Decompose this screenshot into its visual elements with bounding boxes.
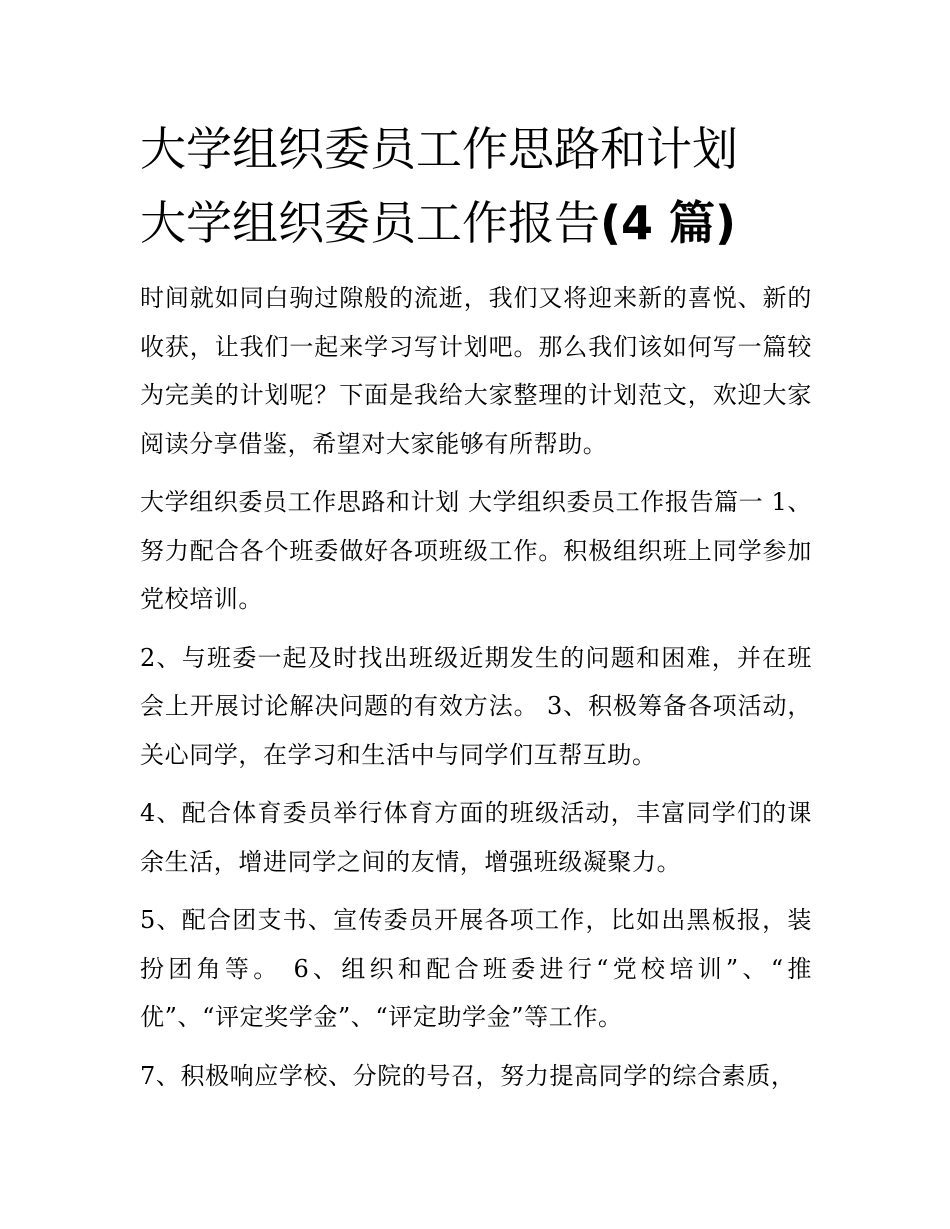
paragraph-item-4: 4、配合体育委员举行体育方面的班级活动，丰富同学们的课余生活，增进同学之间的友情，增强班级凝聚力。 (140, 799, 812, 876)
document-body (140, 112, 812, 1100)
document-title (140, 112, 812, 260)
paragraph-item-1: 大学组织委员工作思路和计划 大学组织委员工作报告篇一 1、努力配合各个班委做好各项班级工作。积极组织班上同学参加党校培训。 (140, 488, 812, 613)
title-line-2-prefix: 大学组织委员工作报告 (140, 196, 600, 250)
intro-paragraph: 时间就如同白驹过隙般的流逝，我们又将迎来新的喜悦、新的收获，让我们一起来学习写计划吧。那么我们该如何写一篇较为完美的计划呢？下面是我给大家整理的计划范文，欢迎大家阅读分享借鉴，希望对大家能够有所帮助。 (140, 284, 812, 458)
title-line-2-suffix: (4 篇) (600, 196, 737, 250)
paragraph-item-5-6: 5、配合团支书、宣传委员开展各项工作，比如出黑板报，装扮团角等。 6、组织和配合班委进行“党校培训”、“推优”、“评定奖学金”、“评定助学金”等工作。 (140, 906, 812, 1031)
title-line-1: 大学组织委员工作思路和计划 (140, 122, 738, 176)
paragraph-item-2-3: 2、与班委一起及时找出班级近期发生的问题和困难，并在班会上开展讨论解决问题的有效方法。 3、积极筹备各项活动，关心同学，在学习和生活中与同学们互帮互助。 (140, 643, 812, 769)
paragraph-item-7: 7、积极响应学校、分院的号召，努力提高同学的综合素质， (140, 1061, 796, 1090)
